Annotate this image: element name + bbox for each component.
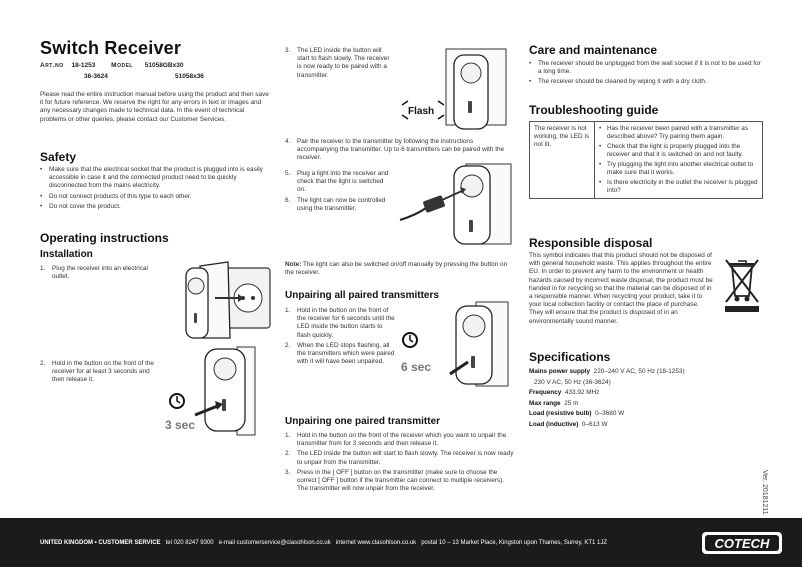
version-label: Ver. 20181211 xyxy=(761,470,768,515)
troubleshooting-table xyxy=(529,121,763,199)
unpair-one-heading: Unpairing one paired transmitter xyxy=(285,416,441,427)
list-item: • The receiver should be cleaned by wiping it with a dry cloth. xyxy=(529,78,763,86)
install-step-1 xyxy=(40,265,155,283)
operating-heading: Operating instructions xyxy=(40,231,169,245)
flash-label: Flash xyxy=(408,106,435,117)
spec-row-range: Max range 25 m xyxy=(529,399,579,407)
install-step-2 xyxy=(40,360,160,387)
model-number-1: 51058GBx30 xyxy=(144,62,184,69)
spec-row-frequency: Frequency 433.92 MHz xyxy=(529,389,600,396)
list-item: • Check that the light is properly plugged into the receiver and that it is switched on and not faulty. xyxy=(599,143,743,158)
list-item: • Do not connect products of this type to each other. xyxy=(40,193,272,201)
model-number-2: 51058x36 xyxy=(175,73,204,80)
install-step-3 xyxy=(285,47,395,82)
art-number-2: 36-3624 xyxy=(84,73,108,80)
list-item: 1. Plug the receiver into an electrical outlet. xyxy=(40,265,148,281)
install-step-5-6 xyxy=(285,170,393,215)
list-item: 3. Press in the [ OFF ] button on the transmitter (make sure to choose the correct [ OFF ] button if the transmitter can connect to multiple receivers). The transmitter will now unpair from the receiver. xyxy=(285,468,505,493)
model-row-2 xyxy=(175,73,204,80)
six-sec-label: 6 sec xyxy=(401,360,432,374)
list-item: 2. The LED inside the button will start to flash slowly. The receiver is now ready to unpair from the transmitter. xyxy=(285,450,514,466)
list-item: • Has the receiver been paired with a transmitter as described above? Try pairing them again. xyxy=(599,125,749,140)
disposal-text: This symbol indicates that this product should not be disposed of with general household waste. This applies throughout the entire EU. In order to prevent any harm to the environment or health hazards caused by incorrect waste disposal, the product must be handed in for recycling so that the material can be disposed of in a responsible manner. When recycling your product, take it to your local collection facility or contact the place of purchase. They will ensure that the product is disposed of in an environmentally sound manner. xyxy=(529,252,713,325)
cotech-logo xyxy=(700,529,786,557)
unpair-all-illustration xyxy=(396,300,516,390)
model-label: Model xyxy=(111,62,133,69)
safety-heading: Safety xyxy=(40,150,77,164)
receiver-plug-illustration xyxy=(180,258,272,343)
problem-cell: The receiver is not working, the LED is not lit. xyxy=(530,122,595,199)
unpair-all-steps xyxy=(285,307,395,368)
spec-row-power: Mains power supply 220–240 V AC, 50 Hz (18-1253) xyxy=(529,368,685,375)
disposal-heading: Responsible disposal xyxy=(529,236,653,250)
specs-list xyxy=(529,367,685,430)
footer-region: UNITED KINGDOM • CUSTOMER SERVICE xyxy=(40,540,161,546)
footer-text xyxy=(40,540,607,546)
list-item: • Do not cover the product. xyxy=(40,203,272,211)
list-item: • Make sure that the electrical socket that the product is plugged into is easily accessible in case it and the connected product need to be quickly disconnected from the mains electricity. xyxy=(40,166,272,191)
list-item: 5. Plug a light into the receiver and check that the light is switched on. xyxy=(285,170,389,194)
weee-bin-icon xyxy=(722,256,762,314)
list-item: • The receiver should be unplugged from the wall socket if it is not to be used for a long time. xyxy=(529,60,763,76)
intro-text: Please read the entire instruction manual before using the product and then save it for future reference. We reserve the right for any errors in text or images and any necessary changes made to technical data. In the event of technical problems or other queries, please contact our Customer Services. xyxy=(40,91,269,123)
three-sec-label: 3 sec xyxy=(165,418,196,432)
footer-email[interactable]: e-mail customerservice@clasohlson.co.uk xyxy=(218,540,331,546)
spec-row-inductive: Load (inductive) 0–613 W xyxy=(529,420,608,428)
footer-tel: tel 020 8247 9300 xyxy=(165,540,214,546)
installation-heading: Installation xyxy=(40,249,93,260)
solutions-cell xyxy=(595,122,763,199)
spec-row-power-2: 230 V AC, 50 Hz (36-3624) xyxy=(534,378,611,386)
svg-text:COTECH: COTECH xyxy=(714,536,770,551)
note-text: Note: The light can also be switched on/off manually by pressing the button on the receiver. xyxy=(285,261,508,277)
list-item: 1. Hold in the button on the front of the receiver for 6 seconds until the LED inside the button starts to flash quickly. xyxy=(285,307,395,339)
art-number-1: 18-1253 xyxy=(71,62,96,69)
light-plug-illustration xyxy=(396,160,516,248)
unpair-all-heading: Unpairing all paired transmitters xyxy=(285,290,439,301)
spec-row-resistive: Load (resistive bulb) 0–3680 W xyxy=(529,410,625,417)
list-item: 1. Hold in the button on the front of the receiver which you want to unpair the transmitter from for 3 seconds and then release it. xyxy=(285,432,507,448)
hold-button-illustration xyxy=(165,345,275,437)
list-item: 6. The light can now be controlled using the transmitter. xyxy=(285,196,386,212)
list-item: 4. Pair the receiver to the transmitter by following the instructions accompanying the transmitter. Up to 6 transmitters can be paired with the receiver. xyxy=(285,138,505,162)
list-item: 2. When the LED stops flashing, all the transmitters which were paired with it will have been unpaired. xyxy=(285,341,395,366)
page-title: Switch Receiver xyxy=(40,38,182,58)
article-row-2 xyxy=(84,73,108,80)
care-heading: Care and maintenance xyxy=(529,43,658,57)
art-label: Art.no xyxy=(40,62,64,69)
specs-heading: Specifications xyxy=(529,350,611,364)
list-item: • Is there electricity in the outlet the receiver is plugged into? xyxy=(599,179,758,194)
led-flash-illustration xyxy=(396,45,516,133)
footer-postal: postal 10 – 13 Market Place, Kingston upon Thames, Surrey, KT1 1JZ xyxy=(421,540,608,546)
footer-internet[interactable]: internet www.clasohlson.co.uk xyxy=(335,540,417,546)
list-item: 3. The LED inside the button will start to flash slowly. The receiver is now ready to be paired with a transmitter. xyxy=(285,47,390,79)
troubleshooting-heading: Troubleshooting guide xyxy=(529,103,659,117)
list-item: • Try plugging the light into another electrical outlet to make sure that it works. xyxy=(599,161,754,176)
list-item: 2. Hold in the button on the front of the receiver for at least 3 seconds and then release it. xyxy=(40,360,154,384)
table-row xyxy=(530,122,763,199)
article-row-1 xyxy=(40,62,183,69)
care-list xyxy=(529,60,763,89)
unpair-one-steps xyxy=(285,432,515,495)
safety-list xyxy=(40,166,272,213)
